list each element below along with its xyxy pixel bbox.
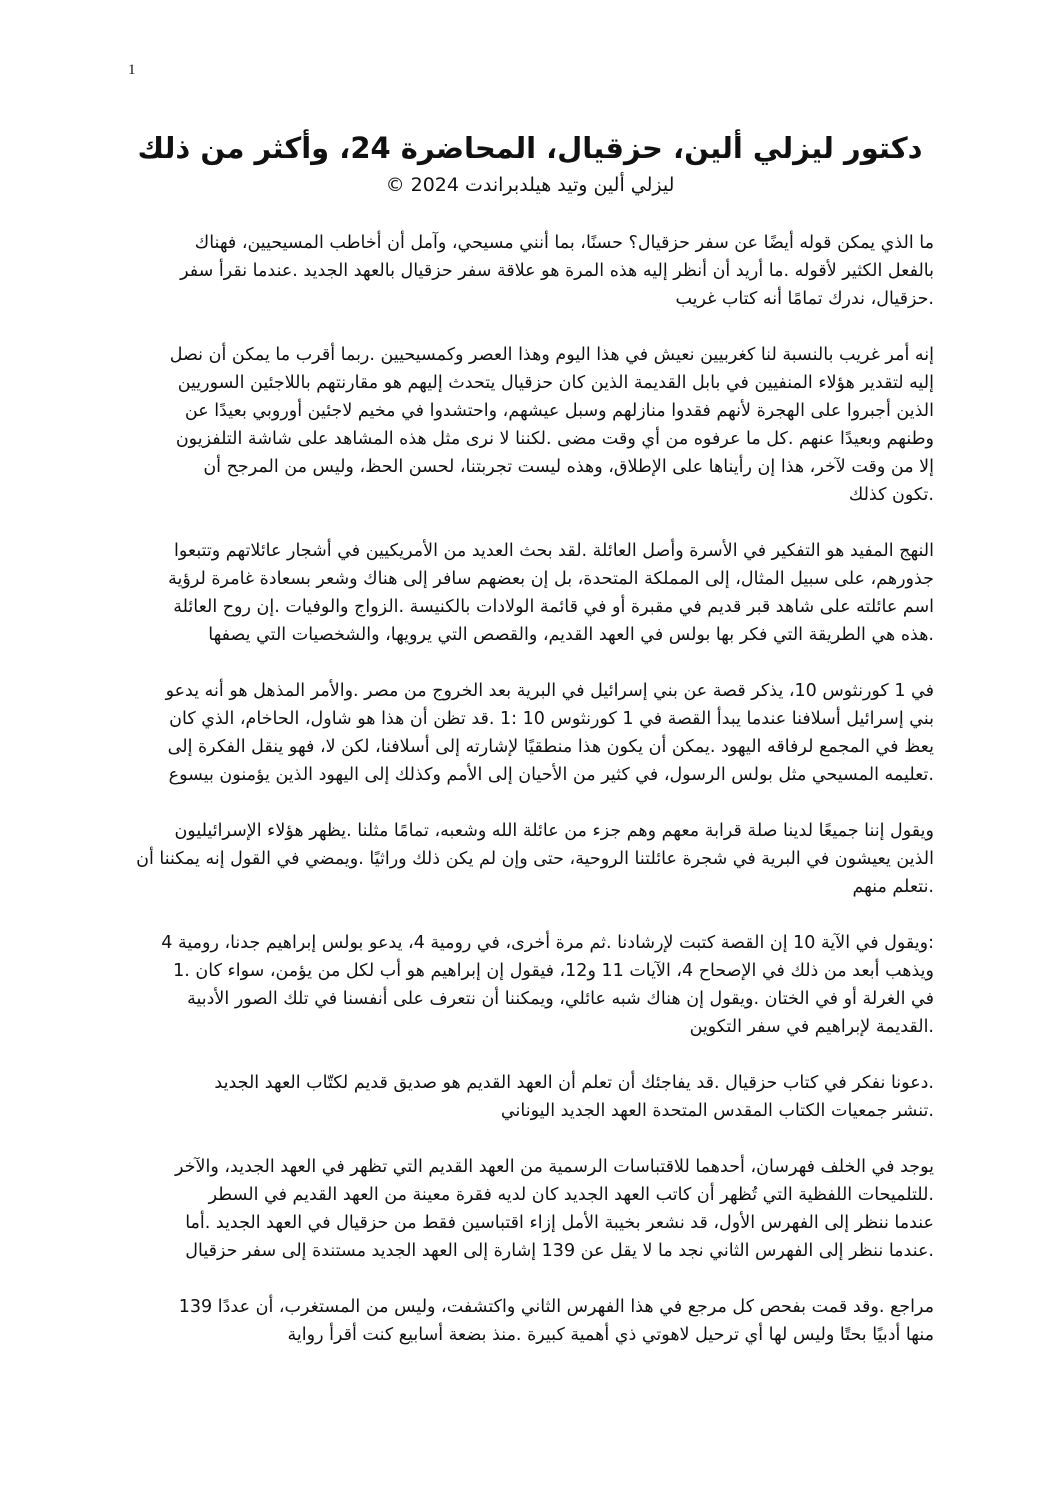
text-line: إليه لتقدير هؤلاء المنفيين في بابل القديمة الذين كان حزقيال يتحدث إليهم هو مقارنتهم باللاجئين السوريين — [177, 373, 934, 393]
text-line: إلا من وقت لآخر، هذا إن رأيناها على الإطلاق، وهذه ليست تجربتنا، لحسن الحظ، وليس من المرجح أن — [203, 457, 934, 477]
text-line: ما الذي يمكن قوله أيضًا عن سفر حزقيال؟ حسنًا، بما أنني مسيحي، وآمل أن أخاطب المسيحيين، فهناك — [194, 233, 934, 253]
paragraph — [128, 537, 934, 649]
text-line: .حزقيال، ندرك تمامًا أنه كتاب غريب — [675, 289, 934, 309]
text-line: في 1 كورنثوس 10، يذكر قصة عن بني إسرائيل في البرية بعد الخروج من مصر .والأمر المذهل هو أنه يدعو — [165, 681, 934, 701]
paragraph — [128, 677, 934, 789]
text-line: عندما ننظر إلى الفهرس الأول، قد نشعر بخيبة الأمل إزاء اقتباسين فقط من حزقيال في العهد الجديد .أما — [185, 1213, 934, 1233]
text-line: ويقول إننا جميعًا لدينا صلة قرابة معهم وهم جزء من عائلة الله وشعبه، تمامًا مثلنا .يظهر هؤلاء الإسرائيليون — [174, 821, 934, 841]
text-line: .تكون كذلك — [848, 485, 934, 505]
text-line: النهج المفيد هو التفكير في الأسرة وأصل العائلة .لقد بحث العديد من الأمريكيين في أشجار عائلاتهم وتتبعوا — [174, 541, 934, 561]
page-number: 1 — [128, 62, 136, 78]
text-line: .تنشر جمعيات الكتاب المقدس المتحدة العهد الجديد اليوناني — [500, 1101, 934, 1121]
text-line: جذورهم، على سبيل المثال، إلى المملكة المتحدة، بل إن بعضهم سافر إلى هناك وشعر بسعادة غامرة لرؤية — [168, 569, 934, 589]
text-line: مراجع .وقد قمت بفحص كل مرجع في هذا الفهرس الثاني واكتشفت، وليس من المستغرب، أن عددًا 139 — [178, 1297, 934, 1317]
text-line: بني إسرائيل أسلافنا عندما يبدأ القصة في 1 كورنثوس 10 :1 .قد تظن أن هذا هو شاول، الحاخام، الذي كان — [169, 709, 934, 729]
document-subtitle: ليزلي ألين وتيد هيلدبراندت 2024 © — [385, 174, 675, 196]
paragraph — [128, 1069, 934, 1125]
paragraph — [128, 817, 934, 901]
paragraph — [128, 1293, 934, 1349]
paragraph — [128, 929, 934, 1041]
text-line: .تعليمه المسيحي مثل بولس الرسول، في كثير من الأحيان إلى الأمم وكذلك إلى اليهود الذين يؤمنون بيسوع — [168, 765, 934, 785]
text-line: منها أدبيًا بحتًا وليس لها أي ترحيل لاهوتي ذي أهمية كبيرة .منذ بضعة أسابيع كنت أقرأ رواية — [287, 1325, 934, 1345]
paragraph — [128, 229, 934, 313]
text-line: .القديمة لإبراهيم في سفر التكوين — [689, 1017, 934, 1037]
text-line: .نتعلم منهم — [852, 877, 934, 897]
text-line: بالفعل الكثير لأقوله .ما أريد أن أنظر إليه هذه المرة هو علاقة سفر حزقيال بالعهد الجديد .عندما نقرأ سفر — [180, 261, 934, 281]
text-line: الذين يعيشون في البرية في شجرة عائلتنا الروحية، حتى وإن لم يكن ذلك وراثيًا .ويمضي في القول إنه يمكننا أن — [136, 849, 934, 869]
text-line: في الغرلة أو في الختان .ويقول إن هناك شبه عائلي، ويمكننا أن نتعرف على أنفسنا في تلك الصور الأدبية — [187, 989, 934, 1009]
document-body — [128, 229, 934, 1377]
text-line: :ويقول في الآية 10 إن القصة كتبت لإرشادنا .ثم مرة أخرى، في رومية 4، يدعو بولس إبراهيم جدنا، رومية 4 — [161, 933, 934, 953]
text-line: .للتلميحات اللفظية التي تُظهر أن كاتب العهد الجديد كان لديه فقرة معينة من العهد القديم في السطر — [208, 1185, 934, 1205]
text-line: اسم عائلته على شاهد قبر قديم في مقبرة أو في قائمة الولادات بالكنيسة .الزواج والوفيات .إن روح العائلة — [173, 597, 934, 617]
text-line: إنه أمر غريب بالنسبة لنا كغربيين نعيش في هذا اليوم وهذا العصر وكمسيحيين .ربما أقرب ما يمكن أن نصل — [169, 345, 934, 365]
text-line: يعظ في المجمع لرفاقه اليهود .يمكن أن يكون هذا منطقيًا لإشارته إلى أسلافنا، لكن لا، فهو ينقل الفكرة إلى — [167, 737, 934, 757]
document-title: دكتور ليزلي ألين، حزقيال، المحاضرة 24، وأكثر من ذلك — [137, 131, 923, 165]
text-line: يوجد في الخلف فهرسان، أحدهما للاقتباسات الرسمية من العهد القديم التي تظهر في العهد الجديد، والآخر — [175, 1157, 934, 1177]
text-line: .دعونا نفكر في كتاب حزقيال .قد يفاجئك أن تعلم أن العهد القديم هو صديق قديم لكتّاب العهد الجديد — [214, 1073, 934, 1093]
paragraph — [128, 341, 934, 509]
text-line: الذين أجبروا على الهجرة لأنهم فقدوا منازلهم وسبل عيشهم، واحتشدوا في مخيم لاجئين أوروبي بعيدًا عن — [184, 401, 934, 421]
text-line: ويذهب أبعد من ذلك في الإصحاح 4، الآيات 11 و12، فيقول إن إبراهيم هو أب لكل من يؤمن، سواء كان .1 — [173, 961, 934, 981]
text-line: .عندما ننظر إلى الفهرس الثاني نجد ما لا يقل عن 139 إشارة إلى العهد الجديد مستندة إلى سفر حزقيال — [185, 1241, 934, 1261]
text-line: .هذه هي الطريقة التي فكر بها بولس في العهد القديم، والقصص التي يرويها، والشخصيات التي يصفها — [208, 625, 934, 645]
text-line: وطنهم وبعيدًا عنهم .كل ما عرفوه من أي وقت مضى .لكننا لا نرى مثل هذه المشاهد على شاشة التلفزيون — [175, 429, 934, 449]
paragraph — [128, 1153, 934, 1265]
